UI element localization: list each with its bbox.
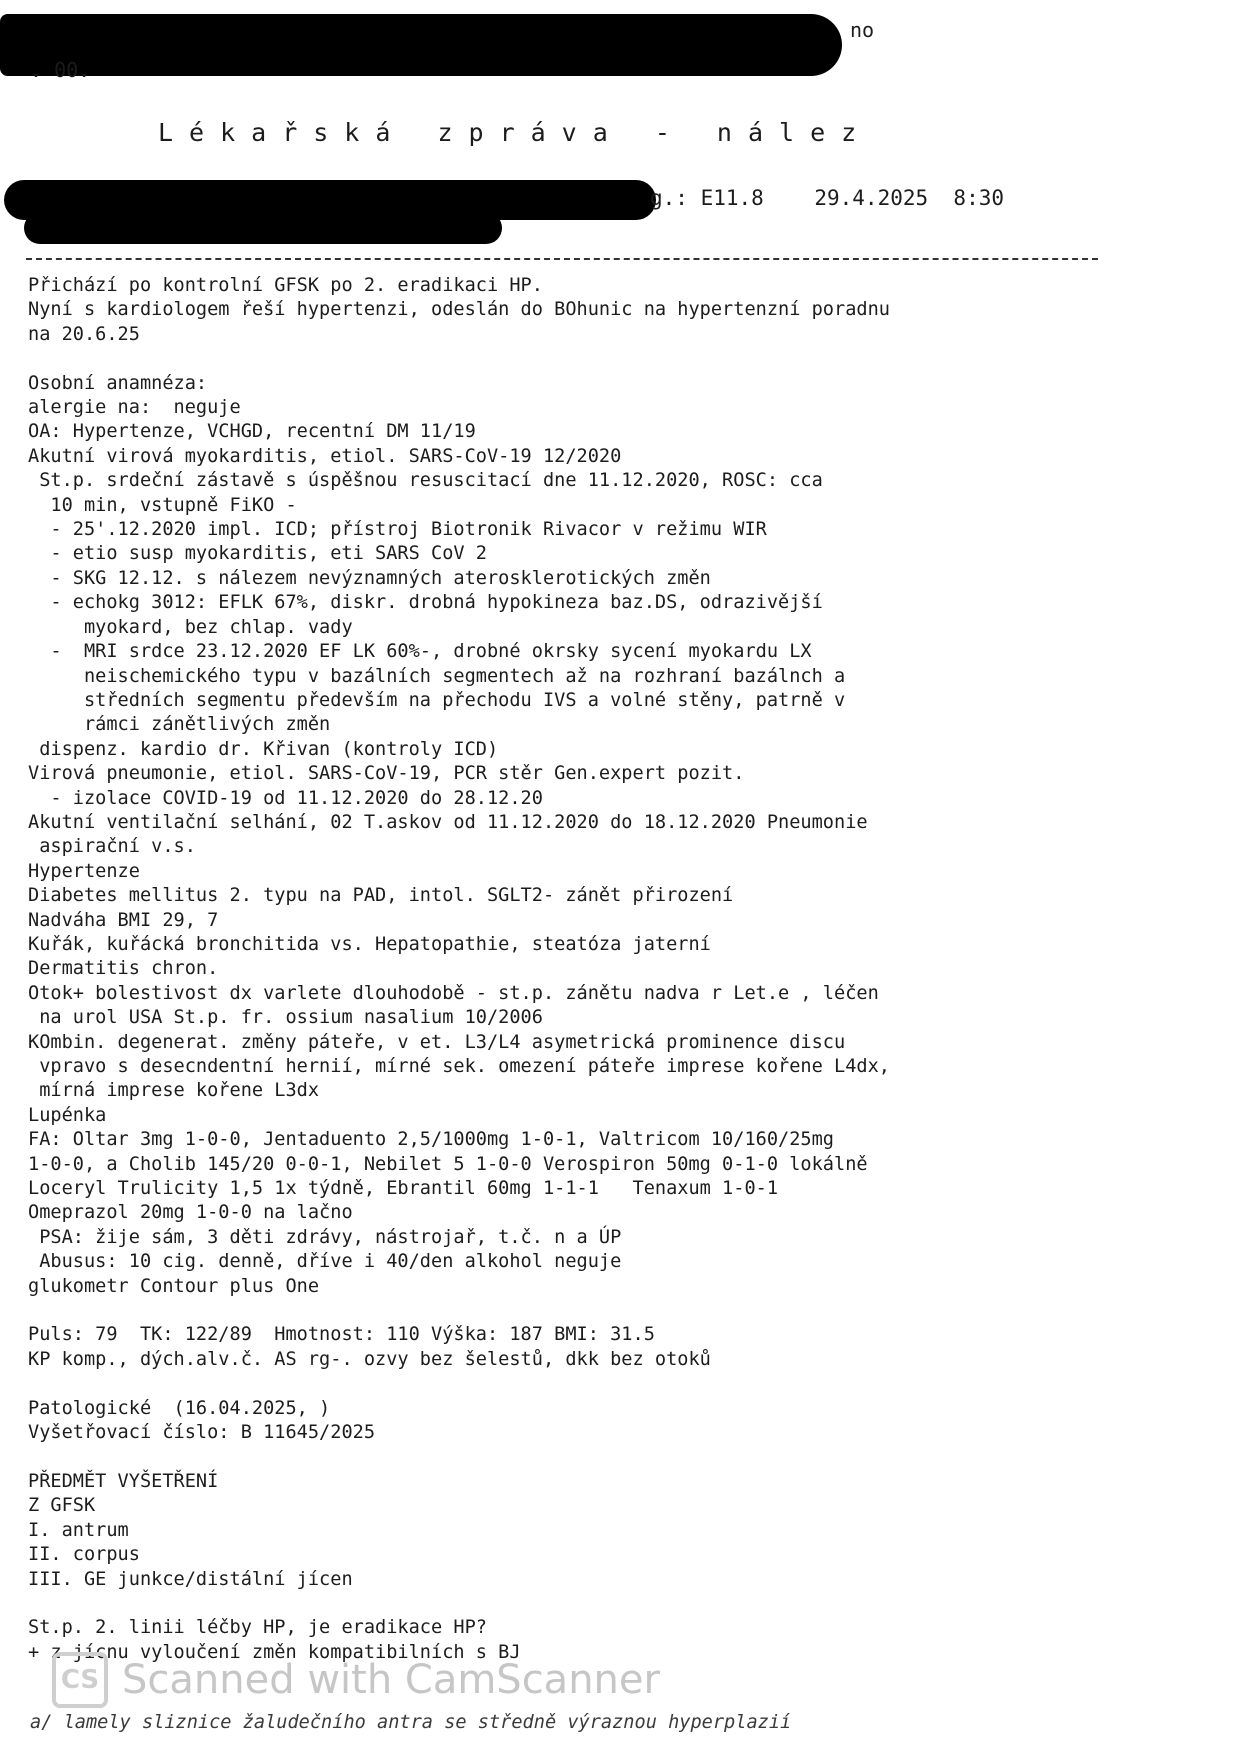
report-line: Osobní anamnéza: bbox=[28, 372, 208, 394]
report-line: St.p. 2. linii léčby HP, je eradikace HP? bbox=[28, 1617, 487, 1639]
report-line: Dermatitis chron. bbox=[28, 958, 219, 980]
report-line: Diabetes mellitus 2. typu na PAD, intol. SGLT2- zánět přirození bbox=[28, 885, 734, 907]
report-line: PŘEDMĚT VYŠETŘENÍ bbox=[28, 1470, 219, 1492]
report-line: Puls: 79 TK: 122/89 Hmotnost: 110 Výška: 187 BMI: 31.5 bbox=[28, 1324, 655, 1346]
report-line: + z jícnu vyloučení změn kompatibilních s BJ bbox=[28, 1641, 521, 1663]
report-finding-line: a/ lamely sliznice žaludečního antra se středně výraznou hyperplazií bbox=[30, 1712, 792, 1733]
report-line: na 20.6.25 bbox=[28, 323, 140, 345]
report-line bbox=[28, 347, 1028, 371]
report-line: KOmbin. degenerat. změny páteře, v et. L3/L4 asymetrická prominence discu bbox=[28, 1031, 846, 1053]
report-line: dispenz. kardio dr. Křivan (kontroly ICD) bbox=[28, 738, 499, 760]
report-line: FA: Oltar 3mg 1-0-0, Jentaduento 2,5/1000mg 1-0-1, Valtricom 10/160/25mg bbox=[28, 1129, 834, 1151]
report-line: - izolace COVID-19 od 11.12.2020 do 28.12.20 bbox=[28, 787, 543, 809]
report-line: - SKG 12.12. s nálezem nevýznamných aterosklerotických změn bbox=[28, 567, 711, 589]
report-line: II. corpus bbox=[28, 1544, 140, 1566]
header-fragment-right: no bbox=[850, 18, 875, 42]
report-line: Nadváha BMI 29, 7 bbox=[28, 909, 219, 931]
report-line: - MRI srdce 23.12.2020 EF LK 60%-, drobné okrsky sycení myokardu LX bbox=[28, 641, 812, 663]
report-line: neischemického typu v bazálních segmentech až na rozhraní bazálnch a bbox=[28, 665, 846, 687]
diagnosis-date-line: g.: E11.8 29.4.2025 8:30 bbox=[650, 186, 1005, 210]
report-line bbox=[28, 1372, 1028, 1396]
report-line: vpravo s desecndentní hernií, mírné sek. omezení páteře imprese kořene L4dx, bbox=[28, 1056, 890, 1077]
report-body bbox=[28, 274, 1028, 1665]
report-line: KP komp., dých.alv.č. AS rg-. ozvy bez šelestů, dkk bez otoků bbox=[28, 1348, 711, 1370]
report-line: I. antrum bbox=[28, 1519, 129, 1541]
report-line bbox=[28, 1299, 1028, 1323]
report-line: Z GFSK bbox=[28, 1495, 96, 1517]
redaction-bar-patient-2 bbox=[24, 212, 502, 244]
report-line bbox=[28, 1592, 1028, 1616]
camscanner-watermark bbox=[52, 1650, 660, 1710]
report-line: - 25'.12.2020 impl. ICD; přístroj Biotronik Rivacor v režimu WIR bbox=[28, 519, 767, 541]
report-line: Vyšetřovací číslo: B 11645/2025 bbox=[28, 1422, 376, 1444]
report-line: Hypertenze bbox=[28, 860, 140, 882]
header-fragment-left: . 00. bbox=[30, 58, 91, 82]
report-line bbox=[28, 1446, 1028, 1470]
redaction-bar-top bbox=[0, 14, 842, 76]
report-line: rámci zánětlivých změn bbox=[28, 714, 331, 736]
report-line: PSA: žije sám, 3 děti zdrávy, nástrojař, t.č. n a ÚP bbox=[28, 1226, 622, 1248]
report-line: Patologické (16.04.2025, ) bbox=[28, 1397, 331, 1419]
report-line: 10 min, vstupně FiKO - bbox=[28, 494, 297, 516]
report-line: - etio susp myokarditis, eti SARS CoV 2 bbox=[28, 543, 487, 565]
report-line: Akutní virová myokarditis, etiol. SARS-CoV-19 12/2020 bbox=[28, 445, 622, 467]
report-line: Akutní ventilační selhání, 02 T.askov od 11.12.2020 do 18.12.2020 Pneumonie bbox=[28, 811, 868, 833]
report-line: 1-0-0, a Cholib 145/20 0-0-1, Nebilet 5 1-0-0 Verospiron 50mg 0-1-0 lokálně bbox=[28, 1153, 868, 1175]
report-line: Omeprazol 20mg 1-0-0 na lačno bbox=[28, 1202, 353, 1224]
report-line: Lupénka bbox=[28, 1104, 107, 1126]
report-line: III. GE junkce/distální jícen bbox=[28, 1568, 353, 1590]
report-line: - echokg 3012: EFLK 67%, diskr. drobná hypokineza baz.DS, odrazivější bbox=[28, 592, 823, 614]
report-line: aspirační v.s. bbox=[28, 836, 196, 858]
report-line: na urol USA St.p. fr. ossium nasalium 10/2006 bbox=[28, 1007, 543, 1029]
report-line: OA: Hypertenze, VCHGD, recentní DM 11/19 bbox=[28, 421, 476, 443]
report-line: Loceryl Trulicity 1,5 1x týdně, Ebrantil 60mg 1-1-1 Tenaxum 1-0-1 bbox=[28, 1178, 779, 1200]
watermark-text: Scanned with CamScanner bbox=[122, 1657, 660, 1703]
report-line: mírná imprese kořene L3dx bbox=[28, 1080, 320, 1102]
report-line: glukometr Contour plus One bbox=[28, 1275, 320, 1297]
report-line: Kuřák, kuřácká bronchitida vs. Hepatopathie, steatóza jaterní bbox=[28, 933, 711, 955]
report-line: středních segmentu především na přechodu IVS a volné stěny, patrně v bbox=[28, 689, 846, 711]
report-line: Virová pneumonie, etiol. SARS-CoV-19, PCR stěr Gen.expert pozit. bbox=[28, 763, 745, 785]
report-line: Otok+ bolestivost dx varlete dlouhodobě - st.p. zánětu nadva r Let.e , léčen bbox=[28, 982, 879, 1004]
report-line: Přichází po kontrolní GFSK po 2. eradikaci HP. bbox=[28, 275, 543, 296]
report-line: Nyní s kardiologem řeší hypertenzi, odeslán do BOhunic na hypertenzní poradnu bbox=[28, 299, 890, 321]
report-line: St.p. srdeční zástavě s úspěšnou resuscitací dne 11.12.2020, ROSC: cca bbox=[28, 470, 823, 492]
document-title: Lékařská zpráva - nález bbox=[158, 118, 873, 147]
report-line: alergie na: neguje bbox=[28, 397, 241, 419]
dashed-separator bbox=[26, 258, 1098, 260]
camscanner-logo-icon: CS bbox=[52, 1652, 108, 1708]
report-line: Abusus: 10 cig. denně, dříve i 40/den alkohol neguje bbox=[28, 1251, 622, 1273]
report-line: myokard, bez chlap. vady bbox=[28, 616, 353, 638]
